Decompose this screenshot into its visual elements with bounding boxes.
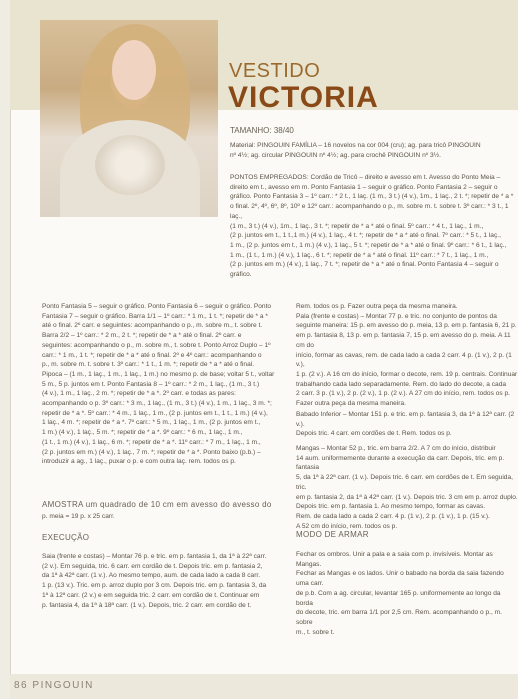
left-line: 1 m.) (4 v.), 1 laç., 5 m. *; repetir de * a *. 9º carr.: * 6 m., 1 laç., 1 m., — [42, 429, 243, 437]
material-block — [230, 141, 518, 160]
right-column-c — [296, 444, 518, 531]
right-line: em p. fantasia 2, da 1ª à 42ª carr. (1 v.). Depois tric. 3 cm em p. arroz duplo. — [296, 493, 518, 501]
left-line: Pipoca – (1 m., 1 laç., 1 m., 1 laç., 1 m.) no mesmo p. de base; voltar 5 t., voltar — [42, 370, 275, 378]
left-line: 1 laç., 4 m. *; repetir de * a *. 7º carr.: * 5 m., 1 laç., 1 m., (2 p. juntos em t., — [42, 419, 261, 427]
left-line: introduzir a ag., 1 laç., puxar o p. e com outra laç. rem. todos os p. — [42, 458, 236, 466]
execucao-line: da 1ª à 42ª carr. (1 v.). Ao mesmo tempo, aum. de cada lado a cada 8 carr. — [42, 572, 261, 580]
left-line: seguintes: acompanhando o p., m. sobre m., t. sobre t. Ponto Arroz Duplo – 1º — [42, 341, 271, 349]
left-line: Fantasia 7 – seguir o gráfico. Barra 1/1 – 1º carr.: * 1 m., 1 t. *; repetir de * a * — [42, 312, 268, 320]
execucao-line: p. fantasia 4, da 1ª à 18ª carr. (1 v.). Depois, tric. 2 carr. em cordão de t. — [42, 601, 252, 609]
left-line: p., m. sobre m. t. sobre t. 3º carr.: * 1 t., 1 m. *; repetir de * a * até o final. — [42, 361, 255, 369]
right-line: 1 p. (2 v.). A 16 cm do início, formar o decote, rem. 19 p. centrais. Continuar — [296, 370, 518, 378]
page-title: VICTORIA — [228, 81, 379, 114]
pontos-line: 1 m., (2 p. juntos em t., 1 m.) (4 v.), 1 laç., 5 t. *; repetir de * a * até o final. 9º carr.: * 6 t., 1 laç., — [230, 241, 507, 249]
right-column-b — [296, 410, 518, 439]
execucao-block — [42, 552, 288, 610]
pontos-line: direito em t., avesso em m. Ponto Fantasia 1 – seguir o gráfico. Ponto Fantasia 2 – seguir o — [230, 183, 498, 191]
execucao-line: 1ª à 12ª carr. (2 v.) e em seguida tric. 2 carr. em cordão de t. Continuar em — [42, 591, 260, 599]
right-line: início, formar as cavas, rem. de cada lado a cada 2 carr. 4 p. (1 v.), 2 p. (1 v.), — [296, 351, 512, 369]
right-line: Fazer outra peça da mesma maneira. — [296, 400, 406, 408]
left-line: acompanhando o p. 3º carr.: * 3 m., 1 laç., (1 m., 3 t.) (4 v.), 1 m., 1 laç., 3 m. *; — [42, 400, 272, 408]
left-line: Barra 2/2 – 1º carr.: * 2 m., 2 t. *; repetir de * a * até o final. 2º carr. e — [42, 332, 242, 340]
execucao-line: Saia (frente e costas) – Montar 76 p. e tric. em p. fantasia 1, da 1ª à 22ª carr. — [42, 553, 267, 560]
right-column-a — [296, 302, 518, 409]
right-line: A 52 cm do início, rem. todos os p. — [296, 522, 398, 530]
pontos-line: (1 m., 3 t.) (4 v.), 1m., 1 laç., 3 t. *; repetir de * a * até o final. 5º carr.: * 4 t., 1 laç., 1 m., — [230, 222, 484, 230]
left-line: Ponto Fantasia 5 – seguir o gráfico. Ponto Fantasia 6 – seguir o gráfico. Ponto — [42, 303, 272, 310]
armar-heading: MODO DE ARMAR — [296, 530, 369, 539]
model-photo — [40, 20, 218, 217]
material-line: nº 4½; ag. circular PINGOUIN nº 4½; ag. para crochê PINGOUIN nº 3½. — [230, 151, 441, 159]
amostra-block — [42, 512, 288, 522]
armar-line: Fechar as Mangas e os lados. Unir o babado na borda da saia fazendo uma carr. — [296, 570, 504, 588]
right-line: trabalhando cada lado separadamente. Rem. do lado do decote, a cada — [296, 380, 507, 388]
right-line: 2 carr. 3 p. (1 v.), 2 p. (2 v.), 1 p. (2 v.). A 27 cm do início, rem. todos os p. — [296, 390, 511, 398]
right-line: Rem. de cada lado a cada 2 carr. 4 p. (1 v.), 2 p. (1 v.), 1 p. (15 v.). — [296, 512, 490, 520]
pontos-line: 1 m., (1 t., 1 m.) (4 v.), 1 laç., 6 t. *; repetir de * a * até o final. 11º carr.: * 7 t., 1 laç., 1 m., — [230, 251, 489, 259]
pontos-line: (2 p. juntos em t., 1 t.,1 m.) (4 v.), 1 laç., 4 t. *; repetir de * a * até o final. 7º carr.: * 5 t., 1 laç., — [230, 232, 501, 240]
armar-line: de p.b. Com a ag. circular, levantar 165 p. uniformemente ao longo da borda — [296, 589, 501, 607]
material-line: Material: PINGOUIN FAMÍLIA – 16 novelos na cor 004 (cru); ag. para tricô PINGOUIN — [230, 142, 481, 149]
pontos-line: o final. 2º, 4º, 6º, 8º, 10º e 12º carr.: acompanhando o p., m. sobre m. t. sobre t. 3º carr.: * 3 t., 1 laç., — [230, 203, 509, 220]
left-line: 5 m., 5 p. juntos em t. Ponto Fantasia 8 – 1º carr.: * 2 m., 1 laç., (1 m., 3 t.) — [42, 380, 260, 388]
left-line: até o final. 2º carr. e seguintes: acompanhando o p., m. sobre m., t. sobre t. — [42, 322, 263, 330]
armar-line: m., t. sobre t. — [296, 628, 335, 636]
pontos-line: gráfico. Ponto Fantasia 3 – 1º carr.: * 2 t., 1 laç. (1 m., 3 t.) (4 v.), 1m., 1 laç., 2 t. *; repetir de * a * — [230, 193, 514, 201]
pontos-block — [230, 173, 518, 280]
right-line: Mangas – Montar 52 p., tric. em barra 2/2. A 7 cm do início, distribuir — [296, 445, 496, 452]
execucao-line: (2 v.). Em seguida, tric. 6 carr. em cordão de t. Depois tric. em p. fantasia 2, — [42, 562, 263, 570]
photo-face — [112, 40, 156, 100]
photo-knit-yoke — [95, 135, 165, 195]
left-column-text — [42, 302, 288, 467]
amostra-line: p. meia = 19 p. x 25 carr. — [42, 513, 115, 520]
amostra-heading: AMOSTRA um quadrado de 10 cm em avesso do avesso do — [42, 500, 272, 509]
left-line: (4 v.), 1 m., 1 laç., 2 m. *; repetir de * a *. 2º carr. e todas as pares: — [42, 390, 236, 398]
pontos-line: PONTOS EMPREGADOS: Cordão de Tricô – direito e avesso em t. Avesso do Ponto Meia – — [230, 174, 501, 181]
armar-block — [296, 550, 518, 637]
left-line: (1 t., 1 m.) (4 v.), 1 laç., 6 m. *; repetir de * a *. 11º carr.: * 7 m., 1 laç., 1 m., — [42, 438, 261, 446]
pontos-line: (2 p. juntos em m.) (4 v.), 1 laç., 7 t. *; repetir de * a * até o final. Ponto Fantasia 4 – seguir o gráfico. — [230, 261, 499, 279]
left-line: repetir de * a *. 5º carr.: * 4 m., 1 laç., 1 m., (2 p. juntos em t., 1 t., 1 m.) (4 v.), — [42, 409, 268, 417]
right-line: 14 aum. uniformemente durante a execução da carr. Depois, tric. em p. fantasia — [296, 454, 505, 472]
page-footer: 86 PINGOUIN — [14, 680, 94, 691]
armar-line: do decote, tric. em barra 1/1 por 2,5 cm. Rem. acompanhando o p., m. sobre — [296, 609, 502, 626]
right-line: Depois tric. em p. fantasia 1. Ao mesmo tempo, formar as cavas. — [296, 503, 486, 511]
right-line: em p. fantasia 8, 13 p. em p. fantasia 7, 15 p. em avesso do p. meia. A 11 cm do — [296, 332, 511, 349]
size-label: TAMANHO: 38/40 — [230, 126, 294, 135]
execucao-heading: EXECUÇÃO — [42, 533, 90, 542]
execucao-line: 1 p. (13 v.). Tric. em p. arroz duplo por 3 cm. Depois tric. em p. fantasia 3, da — [42, 582, 267, 590]
right-line: Rem. todos os p. Fazer outra peça da mesma maneira. — [296, 303, 458, 310]
right-line: Pala (frente e costas) – Montar 77 p. e tric. no conjunto de pontos da — [296, 312, 497, 320]
right-line: seguinte maneira: 15 p. em avesso do p. meia, 13 p. em p. fantasia 6, 21 p. — [296, 322, 517, 330]
left-line: (2 p. juntos em m.) (4 v.), 1 laç., 7 m. *; repetir de * a *. Ponto baixo (p.b.) – — [42, 448, 261, 456]
subtitle: VESTIDO — [229, 60, 321, 82]
left-line: carr.: * 1 m., 1 t. *; repetir de * a * até o final. 2º e 4º carr.: acompanhando o — [42, 351, 262, 359]
right-line: 5, da 1ª à 22ª carr. (1 v.). Depois tric. 6 carr. em cordões de t. Em seguida, tric. — [296, 474, 513, 491]
armar-line: Fechar os ombros. Unir a pala e a saia com p. invisíveis. Montar as Mangas. — [296, 551, 493, 568]
right-line: Depois tric. 4 carr. em cordões de t. Rem. todos os p. — [296, 430, 452, 438]
right-line: Babado Inferior – Montar 151 p. e tric. em p. fantasia 3, da 1ª à 12ª carr. (2 v.). — [296, 411, 515, 428]
